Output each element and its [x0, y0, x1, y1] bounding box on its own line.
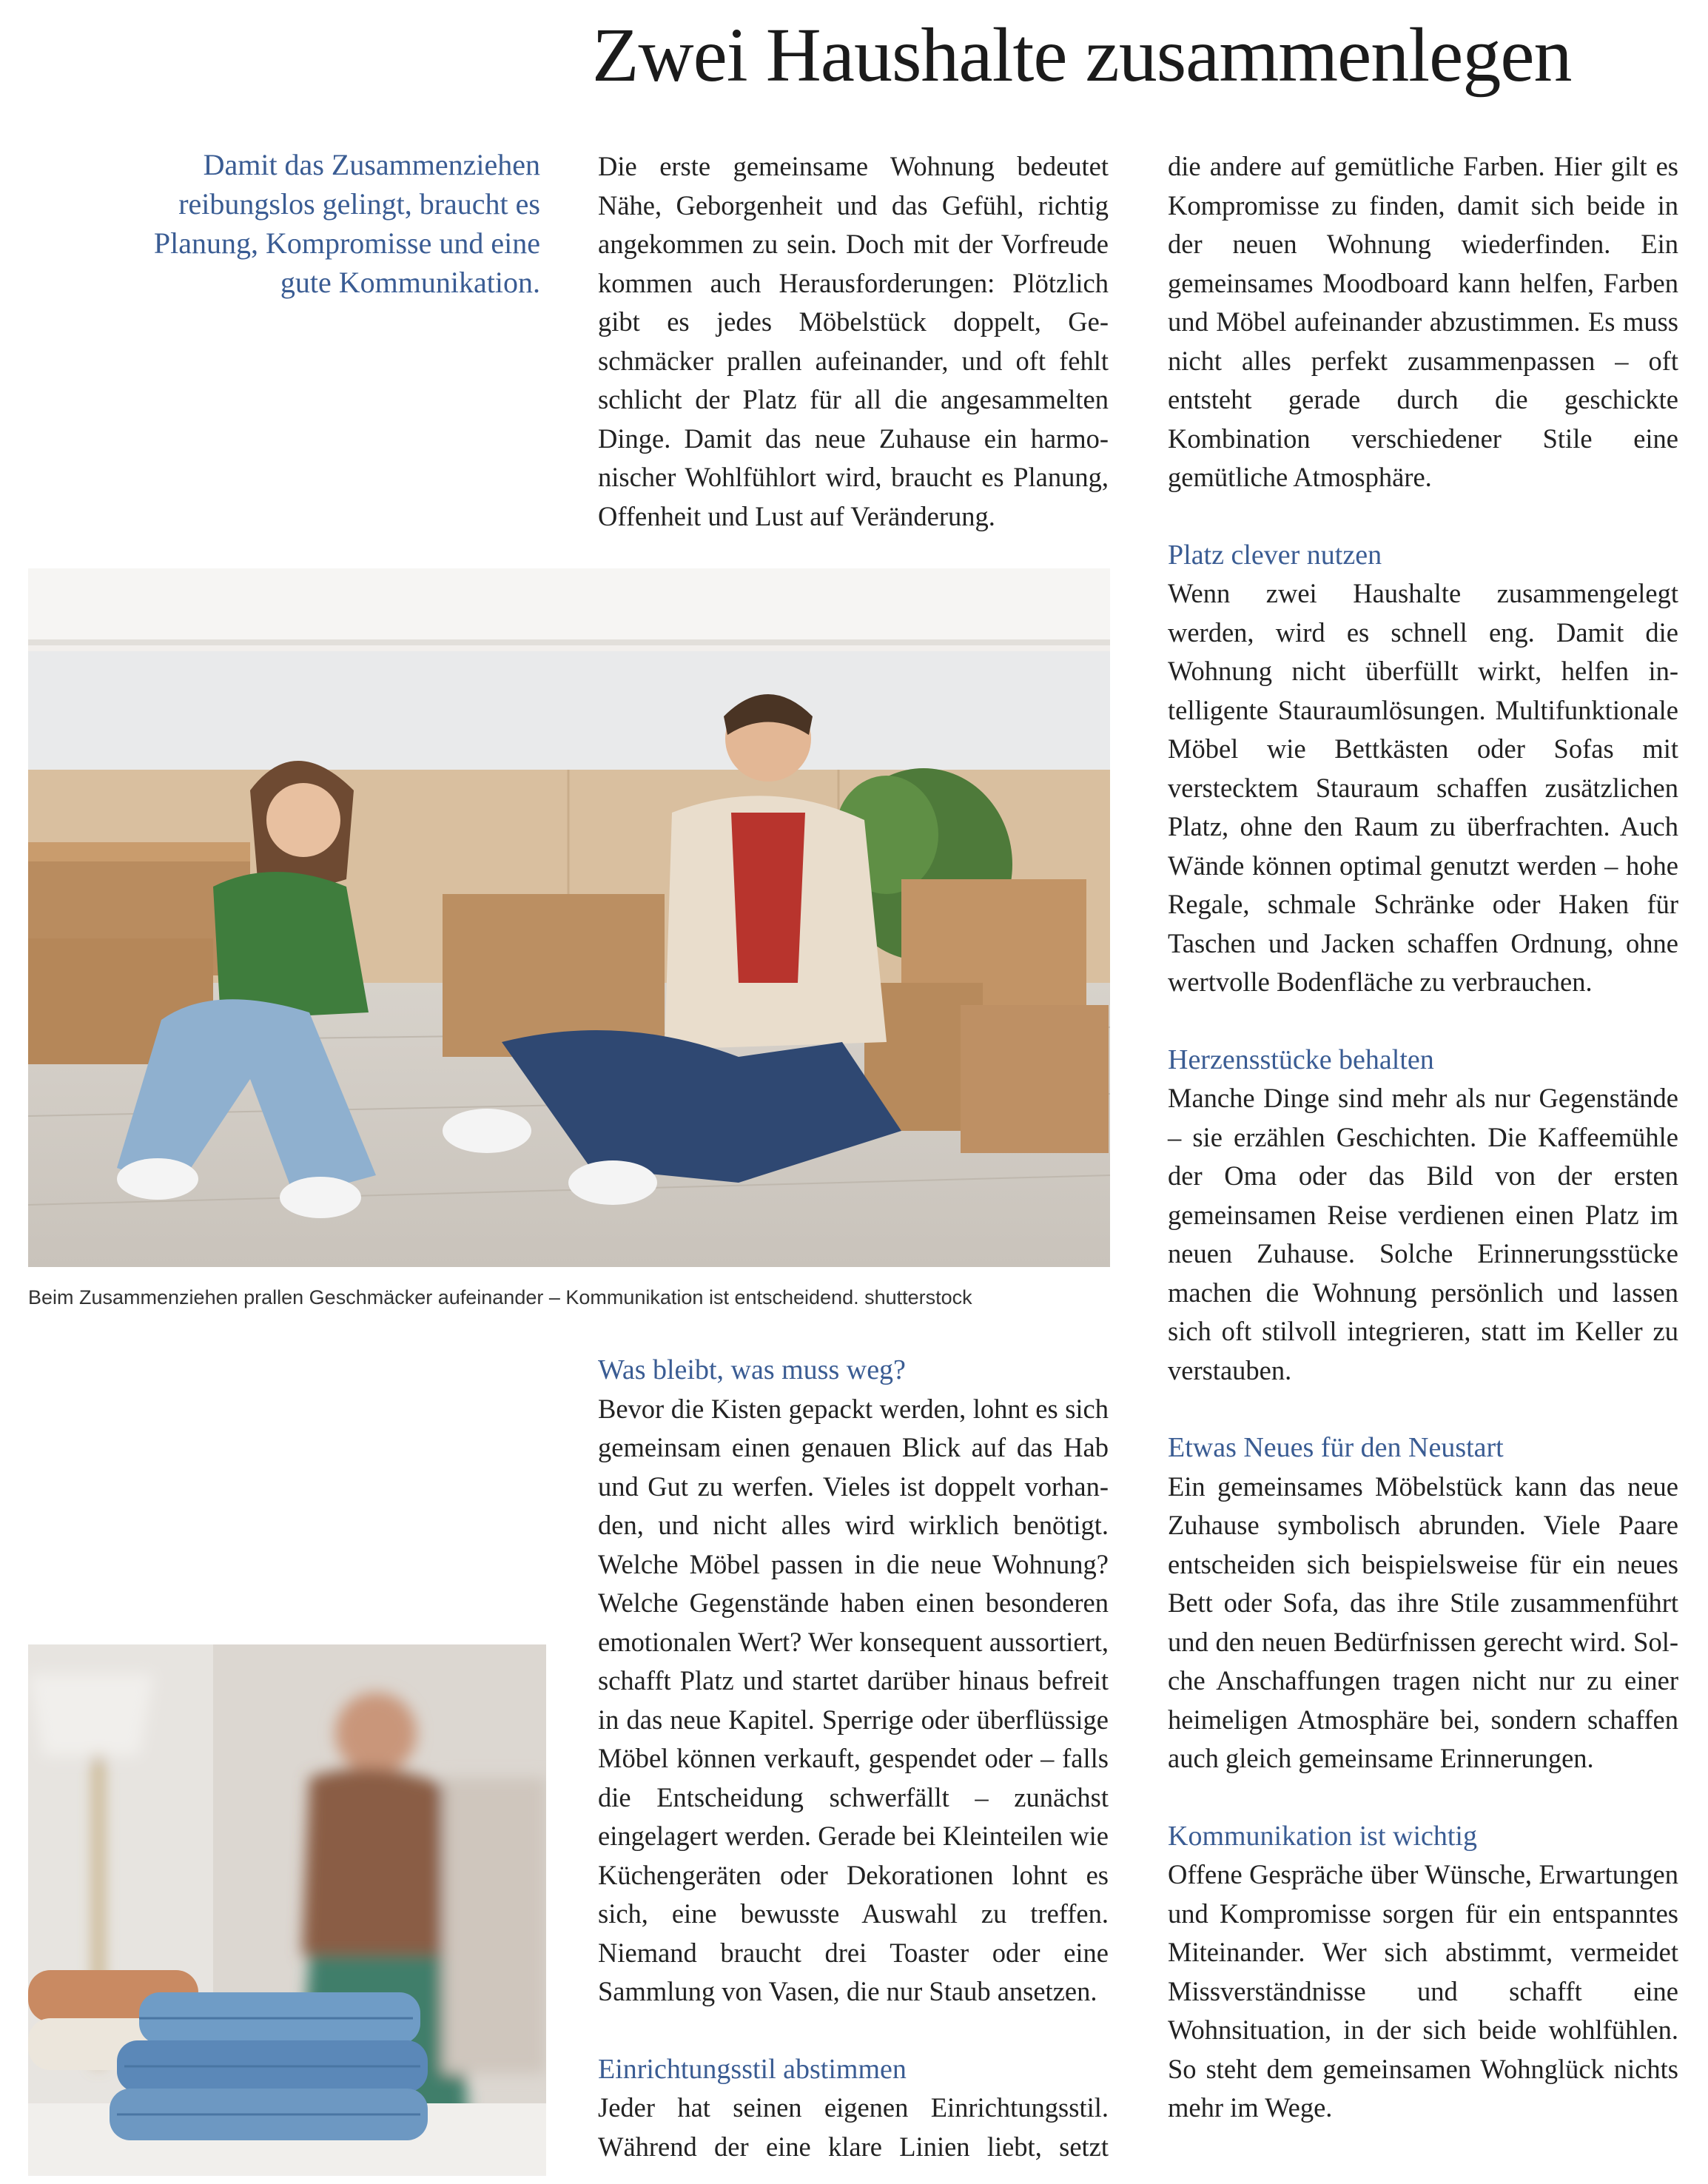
section-body-kommunikation: Offene Gespräche über Wünsche, Erwartungen und Kompromisse sorgen für ein entspanntes Miteinander. Wer sich abstimmt, vermeidet Missverständnisse und schafft eine Wohnsituation, in der sich beide wohlfühlen. So steht dem gemeinsamen Wohnglück nichts mehr im Wege. [1168, 1859, 1678, 2123]
section-body-einrichtungsstil-part2: die andere auf gemütliche Farben. Hier gilt es Kompromisse zu finden, damit sich beide in der neuen Wohnung wiederfinden. Ein gemeinsames Moodboard kann helfen, Farben und Möbel aufeinander abzustimmen. Es muss nicht alles perfekt zusammenpassen – oft entsteht gerade durch die geschickte Kombination verschiedener Stile eine gemütliche Atmosphäre. [1168, 151, 1678, 492]
folded-clothes-photo [28, 1644, 546, 2176]
section-body-neustart: Ein gemeinsames Möbelstück kann das neue Zuhause symbolisch abrunden. Viele Paare entscheiden sich beispielsweise für ein neues Bett oder Sofa, das ihre Stile zusammenführt und den neuen Bedürfnissen gerecht wird. Solche Anschaffungen tragen nicht nur zu einer heimeligen Atmosphäre bei, sondern schaffen auch gleich gemeinsame Erinnerungen. [1168, 1471, 1678, 1773]
section-heading-neustart: Etwas Neues für den Neustart [1168, 1432, 1504, 1463]
article-title: Zwei Haushalte zusammenlegen [592, 13, 1572, 98]
section-heading-kommunikation: Kommunikation ist wichtig [1168, 1820, 1477, 1852]
section-body-einrichtungsstil-part1: Jeder hat seinen eigenen Einrichtungsstil. Während der eine klare Linien liebt, setzt [598, 2092, 1109, 2162]
section-heading-einrichtungsstil: Einrichtungsstil abstimmen [598, 2053, 907, 2085]
photo-caption: Beim Zusammenziehen prallen Geschmäcker aufeinander – Kommunikation ist entscheidend. shutterstock [28, 1286, 972, 1308]
section-body-platz: Wenn zwei Haushalte zusammengelegt werden, wird es schnell eng. Damit die Wohnung nicht überfüllt wirkt, helfen intelligente Stauraumlösungen. Multifunktionale Möbel wie Bettkästen oder Sofas mit verstecktem Stauraum schaffen zusätzlichen Platz, ohne den Raum zu überfrachten. Auch Wände können optimal genutzt werden – hohe Regale, schmale Schränke oder Haken für Taschen und Jacken schaffen Ordnung, ohne wertvolle Bodenfläche zu verbrauchen. [1168, 578, 1678, 997]
column-b-bottom [598, 1351, 1109, 2166]
column-c [1168, 147, 1678, 2128]
article-teaser: Damit das Zusammenziehen reibungslos gelingt, braucht es Planung, Kompromisse und eine gute Kommunikation. [153, 148, 540, 299]
section-heading-platz: Platz clever nutzen [1168, 539, 1382, 571]
section-heading-was-bleibt: Was bleibt, was muss weg? [598, 1354, 906, 1385]
couple-moving-photo [28, 568, 1110, 1267]
section-body-was-bleibt: Bevor die Kisten gepackt werden, lohnt es sich gemeinsam einen genauen Blick auf das Hab und Gut zu werfen. Vieles ist doppelt vorhanden, und nicht alles wird wirklich benötigt. Welche Möbel passen in die neue Wohnung? Welche Gegenstände haben einen besonderen emotionalen Wert? Wer konsequent aussortiert, schafft Platz und startet darüber hinaus befreit in das neue Kapitel. Sperrige oder überflüssige Möbel können verkauft, gespendet oder – falls die Entscheidung schwerfällt – zunächst eingelagert werden. Gerade bei Kleinteilen wie Küchengeräten oder Dekorationen lohnt es sich, eine bewusste Auswahl zu treffen. Niemand braucht drei Toaster oder eine Sammlung von Vasen, die nur Staub ansetzen. [598, 1393, 1109, 2006]
section-body-herzensstuecke: Manche Dinge sind mehr als nur Gegenstände – sie erzählen Geschichten. Die Kaffeemühle der Oma oder das Bild von der ersten gemeinsamen Reise verdienen einen Platz im neuen Zuhause. Solche Erinnerungsstücke machen die Wohnung persönlich und lassen sich oft stilvoll integrieren, statt im Keller zu verstauben. [1168, 1083, 1678, 1385]
intro-text: Die erste gemeinsame Wohnung bedeutet Nähe, Geborgenheit und das Gefühl, richtig angekommen zu sein. Doch mit der Vorfreude kommen auch Herausforderungen: Plötzlich gibt es jedes Möbelstück doppelt, Geschmäcker prallen aufeinander, und oft fehlt schlicht der Platz für all die angesammelten Dinge. Damit das neue Zuhause ein harmonischer Wohlfühlort wird, braucht es Planung, Offenheit und Lust auf Veränderung. [598, 151, 1109, 531]
section-heading-herzensstuecke: Herzensstücke behalten [1168, 1044, 1434, 1075]
intro-column [598, 147, 1109, 536]
